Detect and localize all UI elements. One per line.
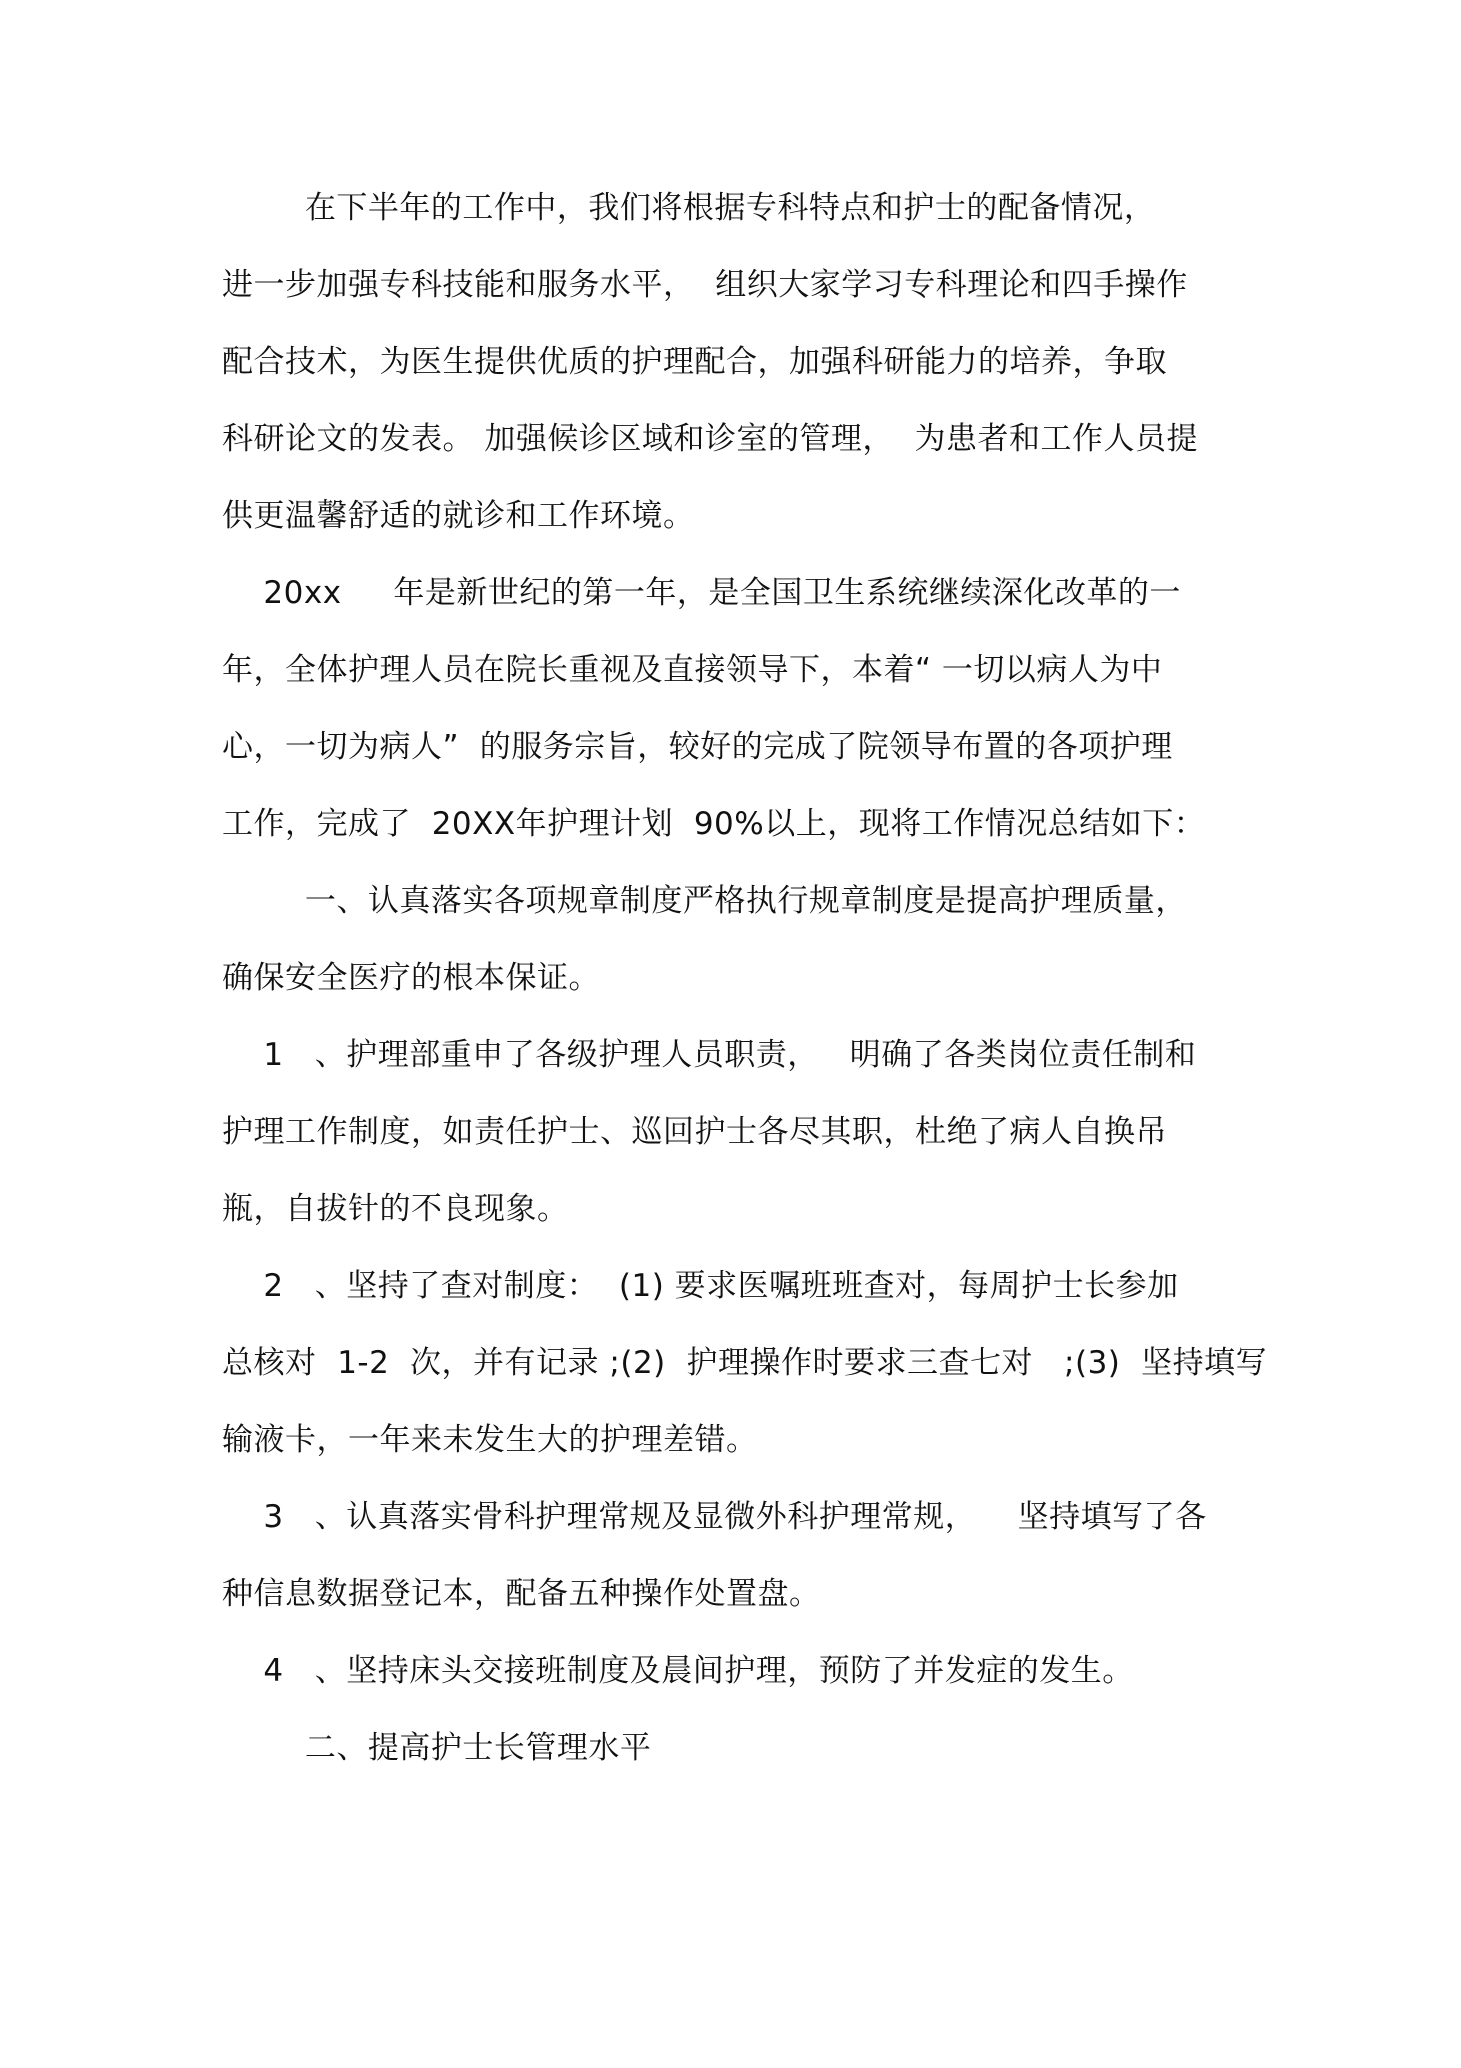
paragraph-line-7: 年，全体护理人员在院长重视及直接领导下，本着“ 一切以病人为中 bbox=[222, 652, 1163, 688]
section-heading-1: 一、认真落实各项规章制度严格执行规章制度是提高护理质量， bbox=[222, 883, 1187, 919]
paragraph-line-9: 工作，完成了 20XX年护理计划 90%以上，现将工作情况总结如下： bbox=[222, 806, 1206, 842]
list-item-1-cont-2: 瓶，自拔针的不良现象。 bbox=[222, 1191, 569, 1227]
paragraph-line-2: 进一步加强专科技能和服务水平， 组织大家学习专科理论和四手操作 bbox=[222, 267, 1188, 303]
section-heading-2: 二、提高护士长管理水平 bbox=[222, 1730, 652, 1766]
list-item-1: 1 、护理部重申了各级护理人员职责， 明确了各类岗位责任制和 bbox=[222, 1037, 1197, 1073]
list-item-2: 2 、坚持了查对制度： (1) 要求医嘱班班查对，每周护士长参加 bbox=[222, 1268, 1179, 1304]
paragraph-line-8: 心，一切为病人” 的服务宗旨，较好的完成了院领导布置的各项护理 bbox=[222, 729, 1173, 765]
paragraph-line-4: 科研论文的发表。 加强候诊区域和诊室的管理， 为患者和工作人员提 bbox=[222, 421, 1199, 457]
list-item-2-cont-1: 总核对 1-2 次，并有记录 ;(2) 护理操作时要求三查七对 ;(3) 坚持填写 bbox=[222, 1345, 1268, 1381]
paragraph-line-5: 供更温馨舒适的就诊和工作环境。 bbox=[222, 498, 695, 534]
paragraph-line-11: 确保安全医疗的根本保证。 bbox=[222, 960, 600, 996]
paragraph-line-1: 在下半年的工作中，我们将根据专科特点和护士的配备情况， bbox=[222, 190, 1156, 226]
list-item-4: 4 、坚持床头交接班制度及晨间护理，预防了并发症的发生。 bbox=[222, 1653, 1134, 1689]
list-item-1-cont-1: 护理工作制度，如责任护士、巡回护士各尽其职，杜绝了病人自换吊 bbox=[222, 1114, 1167, 1150]
list-item-3: 3 、认真落实骨科护理常规及显微外科护理常规， 坚持填写了各 bbox=[222, 1499, 1207, 1535]
paragraph-line-3: 配合技术，为医生提供优质的护理配合，加强科研能力的培养，争取 bbox=[222, 344, 1167, 380]
paragraph-line-6: 20xx 年是新世纪的第一年，是全国卫生系统继续深化改革的一 bbox=[222, 575, 1181, 611]
list-item-3-cont-1: 种信息数据登记本，配备五种操作处置盘。 bbox=[222, 1576, 821, 1612]
list-item-2-cont-2: 输液卡，一年来未发生大的护理差错。 bbox=[222, 1422, 758, 1458]
